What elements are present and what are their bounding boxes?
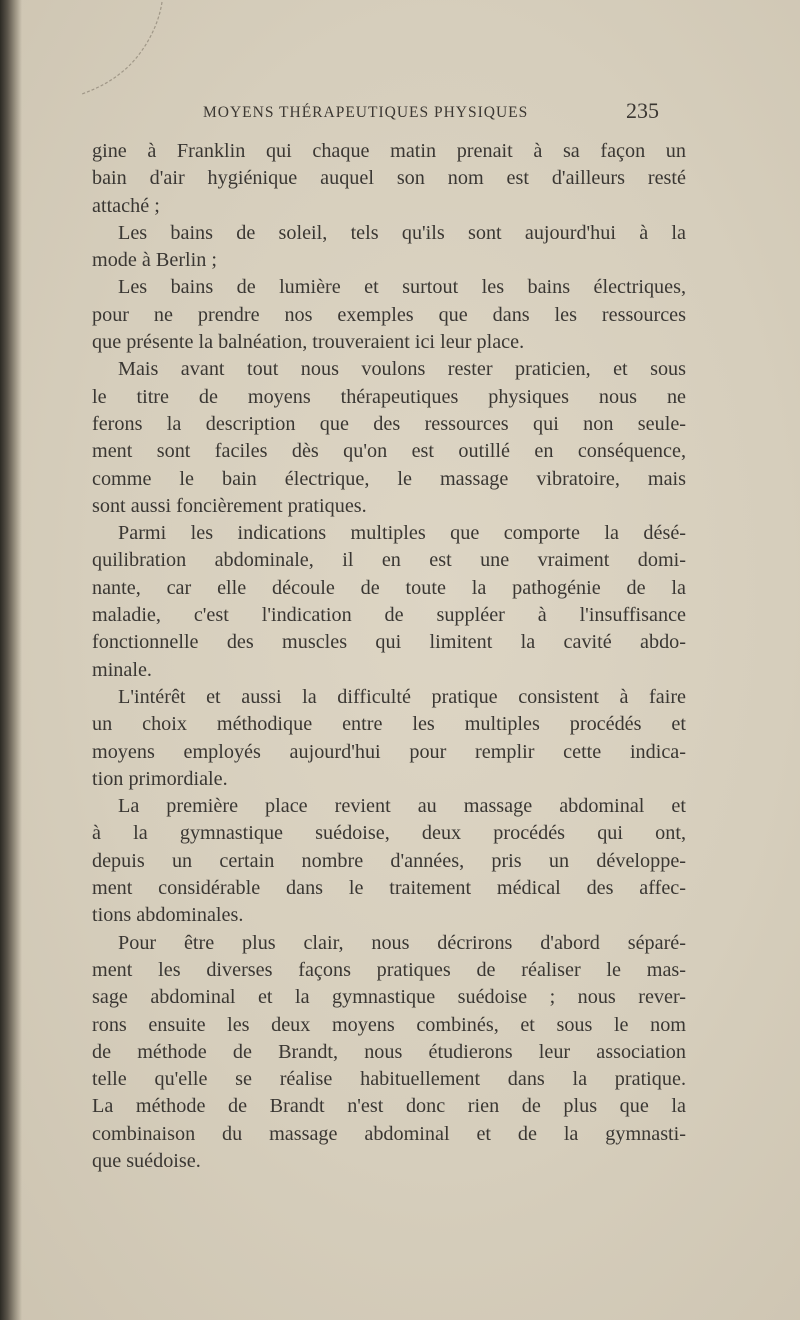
text-line: sage abdominal et la gymnastique suédoise ; nous rever- — [92, 986, 686, 1009]
text-line: quilibration abdominale, il en est une vraiment domi- — [92, 549, 686, 572]
text-line: le titre de moyens thérapeutiques physiques nous ne — [92, 385, 686, 408]
text-line: comme le bain électrique, le massage vibratoire, mais — [92, 467, 686, 490]
text-line: L'intérêt et aussi la difficulté pratique consistent à faire — [118, 685, 686, 708]
text-line: nante, car elle découle de toute la pathogénie de la — [92, 576, 686, 599]
text-line: sont aussi foncièrement pratiques. — [92, 494, 367, 517]
text-line: tions abdominales. — [92, 904, 244, 927]
text-line: bain d'air hygiénique auquel son nom est d'ailleurs resté — [92, 167, 686, 190]
text-line: mode à Berlin ; — [92, 249, 218, 272]
text-line: La première place revient au massage abdominal et — [118, 795, 686, 818]
text-line: ment considérable dans le traitement médical des affec- — [92, 877, 686, 900]
text-line: de méthode de Brandt, nous étudierons leur association — [92, 1040, 686, 1063]
pencil-mark — [70, 0, 180, 110]
text-line: rons ensuite les deux moyens combinés, et sous le nom — [92, 1013, 686, 1036]
running-header — [0, 98, 800, 128]
text-line: tion primordiale. — [92, 767, 228, 790]
body-text — [92, 138, 686, 1175]
text-line: combinaison du massage abdominal et de la gymnasti- — [92, 1122, 686, 1145]
text-line: La méthode de Brandt n'est donc rien de plus que la — [92, 1095, 686, 1118]
text-line: Les bains de soleil, tels qu'ils sont aujourd'hui à la — [118, 221, 686, 244]
text-line: moyens employés aujourd'hui pour remplir cette indica- — [92, 740, 686, 763]
text-line: attaché ; — [92, 194, 160, 217]
text-line: que suédoise. — [92, 1149, 201, 1172]
text-line: minale. — [92, 658, 152, 681]
text-line: Les bains de lumière et surtout les bains électriques, — [118, 276, 686, 299]
page-number: 235 — [626, 98, 659, 123]
text-line: ferons la description que des ressources qui non seule- — [92, 412, 686, 435]
text-line: maladie, c'est l'indication de suppléer à l'insuffisance — [92, 604, 686, 627]
text-line: un choix méthodique entre les multiples procédés et — [92, 713, 686, 736]
text-line: à la gymnastique suédoise, deux procédés qui ont, — [92, 822, 686, 845]
text-line: Parmi les indications multiples que comporte la désé- — [118, 522, 686, 545]
text-line: Pour être plus clair, nous décrirons d'abord séparé- — [118, 931, 686, 954]
text-line: que présente la balnéation, trouveraient ici leur place. — [92, 331, 525, 354]
text-line: depuis un certain nombre d'années, pris un développe- — [92, 849, 686, 872]
text-line: gine à Franklin qui chaque matin prenait à sa façon un — [92, 140, 686, 162]
book-spine-shadow — [0, 0, 22, 1320]
text-line: pour ne prendre nos exemples que dans les ressources — [92, 303, 686, 326]
running-title: MOYENS THÉRAPEUTIQUES PHYSIQUES — [203, 104, 529, 121]
text-line: ment sont faciles dès qu'on est outillé en conséquence, — [92, 440, 686, 463]
text-line: Mais avant tout nous voulons rester praticien, et sous — [118, 358, 686, 381]
text-line: telle qu'elle se réalise habituellement dans la pratique. — [92, 1068, 686, 1091]
text-line: fonctionnelle des muscles qui limitent la cavité abdo- — [92, 631, 686, 654]
text-line: ment les diverses façons pratiques de réaliser le mas- — [92, 958, 686, 981]
